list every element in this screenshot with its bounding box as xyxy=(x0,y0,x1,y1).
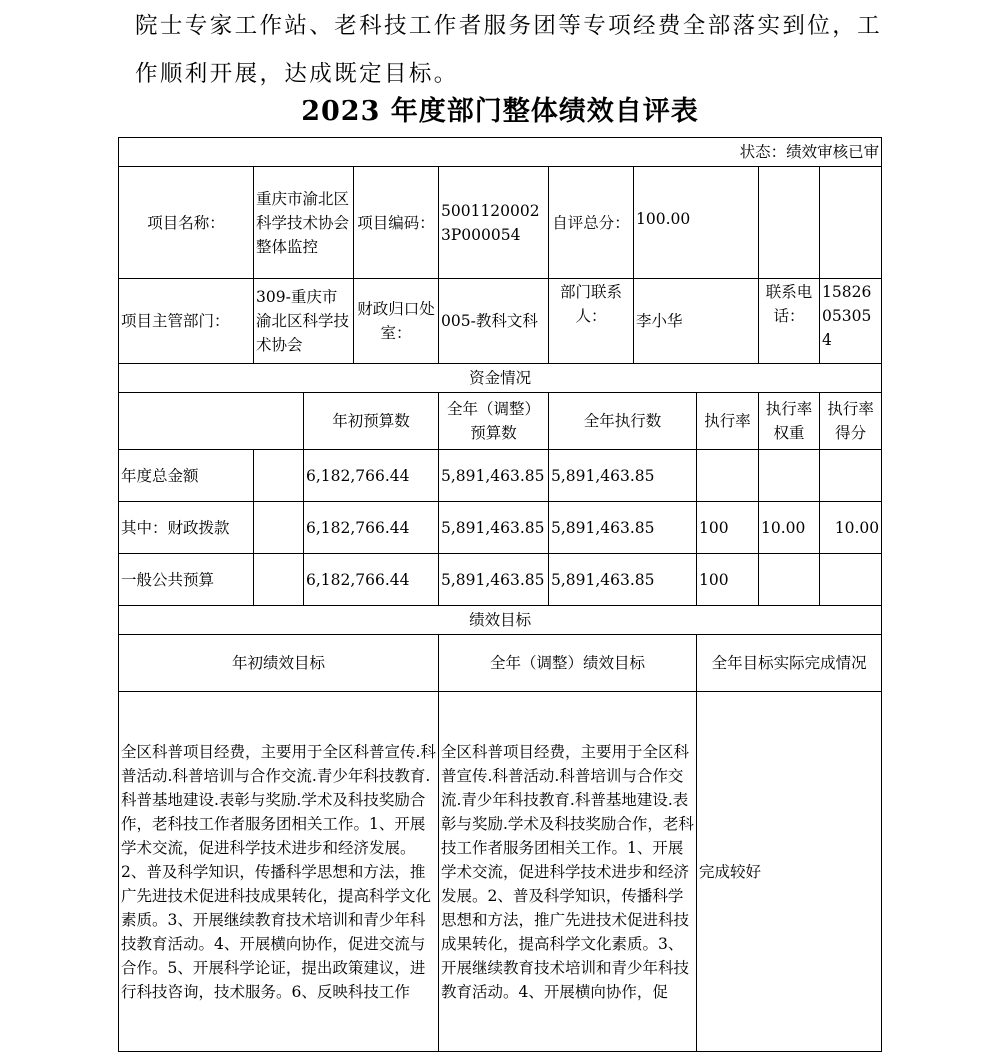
finance-office-value: 005-教科文科 xyxy=(439,279,549,364)
adjusted-budget-value: 5,891,463.85 xyxy=(439,450,549,502)
initial-budget-header: 年初预算数 xyxy=(304,393,439,450)
funds-row-label: 一般公共预算 xyxy=(119,554,254,606)
funds-row-label: 其中：财政拨款 xyxy=(119,502,254,554)
executed-header: 全年执行数 xyxy=(549,393,697,450)
contact-value: 李小华 xyxy=(634,279,759,364)
performance-section-row xyxy=(119,606,882,635)
table-title: 2023 年度部门整体绩效自评表 xyxy=(301,96,699,127)
weight-header: 执行率权重 xyxy=(759,393,820,450)
empty-cell xyxy=(254,502,304,554)
phone-value: 15826053054 xyxy=(820,279,882,364)
score-value: 10.00 xyxy=(820,502,882,554)
rate-header: 执行率 xyxy=(697,393,759,450)
funds-row-label: 年度总金额 xyxy=(119,450,254,502)
performance-section-label: 绩效目标 xyxy=(119,606,882,635)
initial-budget-value: 6,182,766.44 xyxy=(304,450,439,502)
self-score-value: 100.00 xyxy=(634,167,759,279)
rate-value: 100 xyxy=(697,502,759,554)
adjusted-budget-value: 5,891,463.85 xyxy=(439,502,549,554)
rate-value xyxy=(697,450,759,502)
empty-cell xyxy=(254,554,304,606)
actual-completion-header: 全年目标实际完成情况 xyxy=(697,635,882,692)
adjusted-goal-text: 全区科普项目经费，主要用于全区科普宣传.科普活动.科普培训与合作交流.青少年科技教育.科普基地建设.表彰与奖励.学术及科技奖励合作，老科技工作者服务团相关工作。1、开展学术交流，促进科学技术进步和经济发展。2、普及科学知识，传播科学思想和方法，推广先进技术促进科技成果转化，提高科学文化素质。3、开展继续教育技术培训和青少年科技教育活动。4、开展横向协作，促 xyxy=(439,692,697,1052)
initial-goal-text: 全区科普项目经费，主要用于全区科普宣传.科普活动.科普培训与合作交流.青少年科技教育.科普基地建设.表彰与奖励.学术及科技奖励合作，老科技工作者服务团相关工作。1、开展学术交流，促进科学技术进步和经济发展。2、普及科学知识，传播科学思想和方法，推广先进技术促进科技成果转化，提高科学文化素质。3、开展继续教育技术培训和青少年科技教育活动。4、开展横向协作，促进交流与合作。5、开展科学论证，提出政策建议，进行科技咨询，技术服务。6、反映科技工作 xyxy=(119,692,439,1052)
score-value xyxy=(820,554,882,606)
initial-budget-value: 6,182,766.44 xyxy=(304,502,439,554)
funds-row xyxy=(119,450,882,502)
empty-cell xyxy=(759,167,820,279)
score-value xyxy=(820,450,882,502)
weight-value xyxy=(759,450,820,502)
department-value: 309-重庆市渝北区科学技术协会 xyxy=(254,279,354,364)
project-name-value: 重庆市渝北区科学技术协会整体监控 xyxy=(254,167,354,279)
intro-paragraph: 院士专家工作站、老科技工作者服务团等专项经费全部落实到位，工作顺利开展，达成既定目标。 xyxy=(135,13,883,87)
status-row xyxy=(119,138,882,167)
department-row xyxy=(119,279,882,364)
empty-cell xyxy=(820,167,882,279)
funds-section-row xyxy=(119,364,882,393)
project-name-label: 项目名称： xyxy=(119,167,254,279)
department-label: 项目主管部门： xyxy=(119,279,254,364)
empty-cell xyxy=(254,450,304,502)
performance-content-row xyxy=(119,692,882,1052)
project-code-value: 50011200023P000054 xyxy=(439,167,549,279)
initial-goal-header: 年初绩效目标 xyxy=(119,635,439,692)
performance-evaluation-table xyxy=(118,137,882,1052)
phone-label: 联系电话： xyxy=(759,279,820,364)
adjusted-budget-header: 全年（调整）预算数 xyxy=(439,393,549,450)
executed-value: 5,891,463.85 xyxy=(549,502,697,554)
contact-label: 部门联系人： xyxy=(549,279,634,364)
funds-header-row xyxy=(119,393,882,450)
initial-budget-value: 6,182,766.44 xyxy=(304,554,439,606)
rate-value: 100 xyxy=(697,554,759,606)
score-header: 执行率得分 xyxy=(820,393,882,450)
self-score-label: 自评总分： xyxy=(549,167,634,279)
actual-completion-text: 完成较好 xyxy=(697,692,882,1052)
performance-header-row xyxy=(119,635,882,692)
empty-cell xyxy=(119,393,304,450)
funds-row xyxy=(119,554,882,606)
executed-value: 5,891,463.85 xyxy=(549,554,697,606)
funds-section-label: 资金情况 xyxy=(119,364,882,393)
executed-value: 5,891,463.85 xyxy=(549,450,697,502)
weight-value: 10.00 xyxy=(759,502,820,554)
weight-value xyxy=(759,554,820,606)
adjusted-goal-header: 全年（调整）绩效目标 xyxy=(439,635,697,692)
funds-row xyxy=(119,502,882,554)
status-cell: 状态：绩效审核已审 xyxy=(119,138,882,167)
project-info-row xyxy=(119,167,882,279)
finance-office-label: 财政归口处室： xyxy=(354,279,439,364)
project-code-label: 项目编码： xyxy=(354,167,439,279)
adjusted-budget-value: 5,891,463.85 xyxy=(439,554,549,606)
